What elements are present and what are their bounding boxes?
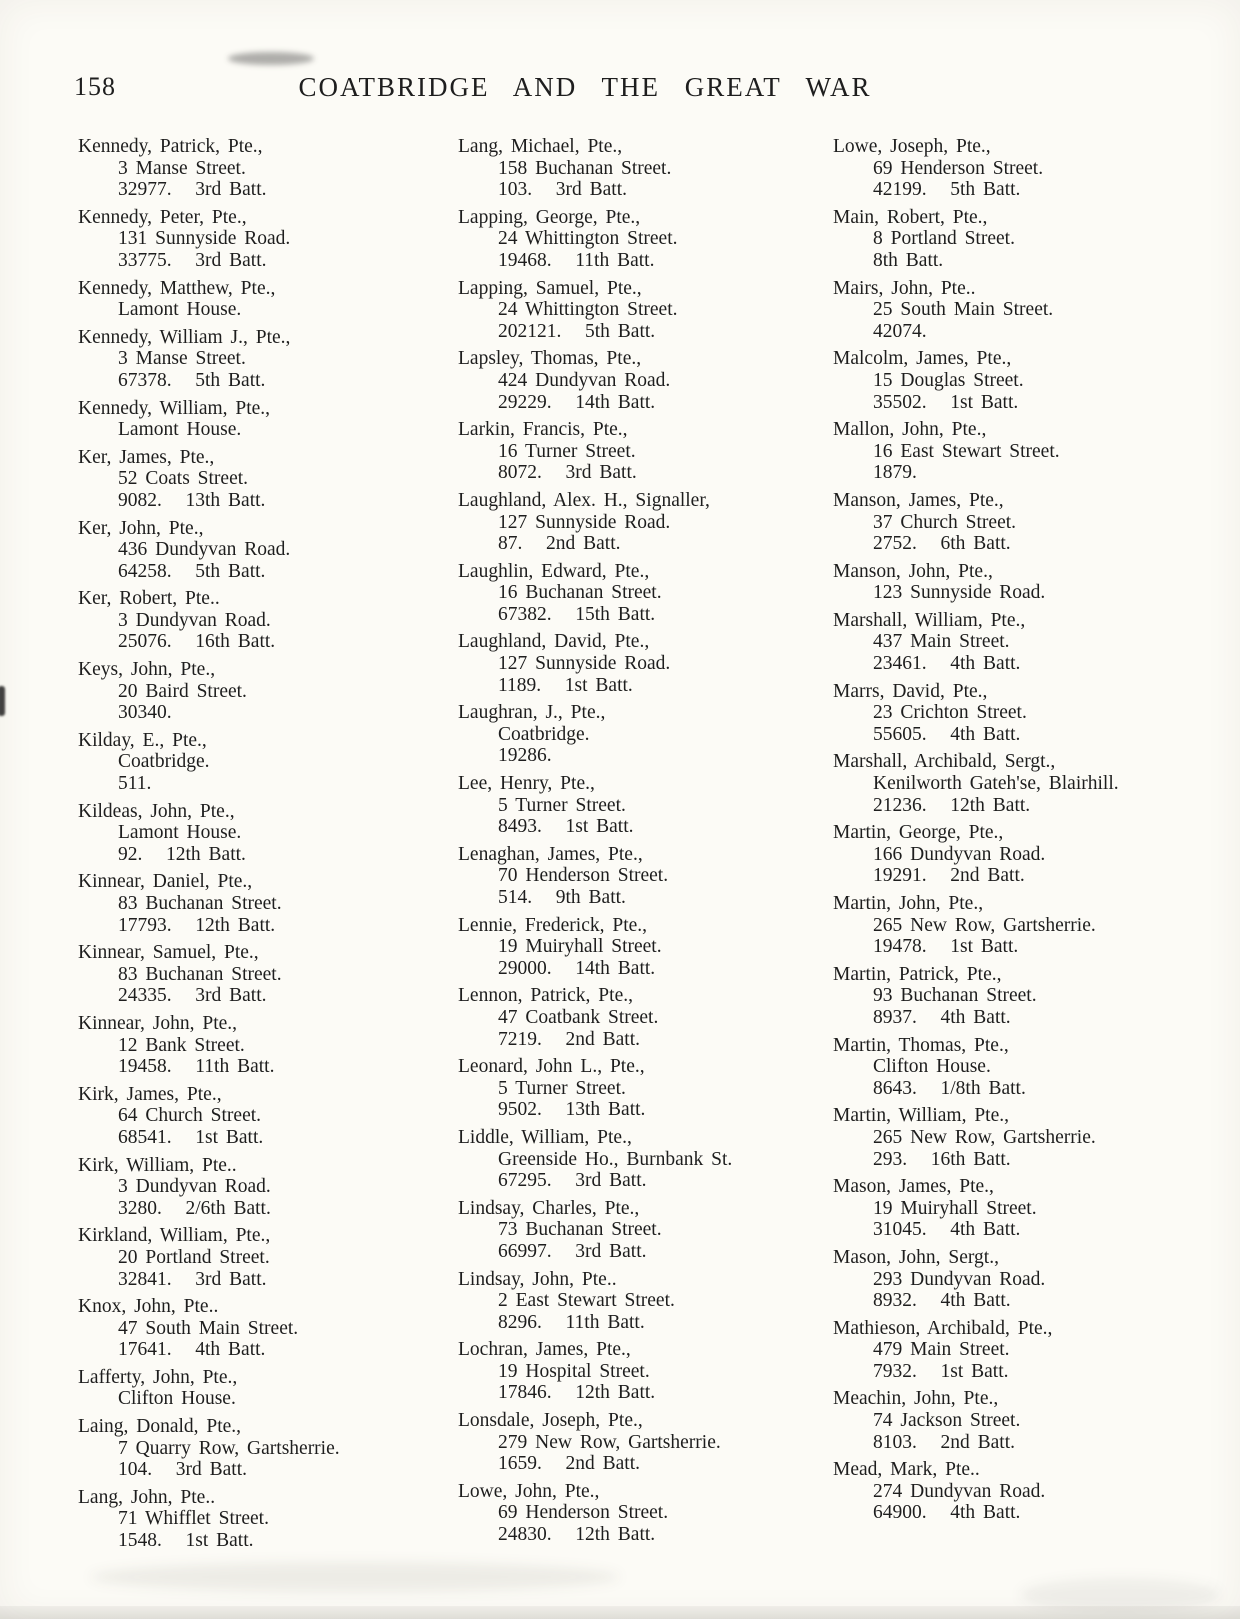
soldier-entry	[78, 730, 450, 795]
soldier-detail-line: 511.	[118, 773, 152, 795]
soldier-entry	[833, 278, 1228, 343]
soldier-entry	[78, 1013, 450, 1078]
soldier-entry	[458, 207, 830, 272]
soldier-entry	[833, 490, 1228, 555]
soldier-detail-line: 47 South Main Street.	[118, 1317, 299, 1339]
soldier-name: Kennedy, William, Pte.,	[78, 397, 271, 419]
soldier-detail-line: 7932. 1st Batt.	[873, 1360, 1009, 1382]
soldier-detail-line: 66997. 3rd Batt.	[498, 1240, 647, 1262]
soldier-detail-line: 104. 3rd Batt.	[118, 1459, 247, 1481]
soldier-detail-line: 25 South Main Street.	[873, 299, 1054, 321]
soldier-name: Marshall, Archibald, Sergt.,	[833, 751, 1056, 773]
soldier-entry	[833, 822, 1228, 887]
soldier-name: Kennedy, Peter, Pte.,	[78, 206, 247, 228]
soldier-detail-line: 20 Baird Street.	[118, 680, 247, 702]
scan-smudge	[90, 1562, 620, 1592]
soldier-detail-line: 3 Dundyvan Road.	[118, 1176, 271, 1198]
soldier-detail-line: 293 Dundyvan Road.	[873, 1268, 1046, 1290]
soldier-detail-line: 3 Manse Street.	[118, 157, 246, 179]
soldier-name: Kinnear, John, Pte.,	[78, 1012, 238, 1034]
soldier-entry	[833, 1247, 1228, 1312]
soldier-name: Martin, Patrick, Pte.,	[833, 963, 1002, 985]
scan-edge-shadow	[0, 1606, 1240, 1619]
soldier-entry	[458, 915, 830, 980]
soldier-entry	[458, 702, 830, 767]
soldier-name: Lindsay, Charles, Pte.,	[458, 1197, 640, 1219]
soldier-entry	[78, 942, 450, 1007]
soldier-name: Mason, John, Sergt.,	[833, 1246, 999, 1268]
soldier-detail-line: 16 East Stewart Street.	[873, 440, 1060, 462]
soldier-entry	[458, 1198, 830, 1263]
soldier-detail-line: 42074.	[873, 320, 927, 342]
soldier-entry	[78, 1155, 450, 1220]
soldier-entry	[458, 1127, 830, 1192]
soldier-name: Lee, Henry, Pte.,	[458, 773, 595, 795]
soldier-entry	[458, 985, 830, 1050]
soldier-detail-line: 9082. 13th Batt.	[118, 489, 266, 511]
soldier-name: Laughland, David, Pte.,	[458, 631, 650, 653]
soldier-name: Ker, Robert, Pte..	[78, 588, 220, 610]
soldier-detail-line: 55605. 4th Batt.	[873, 723, 1021, 745]
soldier-entry	[833, 136, 1228, 201]
soldier-detail-line: 19468. 11th Batt.	[498, 249, 655, 271]
soldier-detail-line: 3 Dundyvan Road.	[118, 609, 271, 631]
soldier-detail-line: 2 East Stewart Street.	[498, 1290, 675, 1312]
soldier-detail-line: 103. 3rd Batt.	[498, 179, 627, 201]
soldier-entry	[458, 419, 830, 484]
soldier-detail-line: 8932. 4th Batt.	[873, 1290, 1011, 1312]
soldier-name: Martin, George, Pte.,	[833, 822, 1004, 844]
soldier-detail-line: 69 Henderson Street.	[498, 1502, 669, 1524]
soldier-detail-line: 7219. 2nd Batt.	[498, 1028, 640, 1050]
soldier-name: Lang, Michael, Pte.,	[458, 136, 623, 157]
soldier-detail-line: 1879.	[873, 462, 917, 484]
soldier-detail-line: Clifton House.	[873, 1056, 991, 1078]
soldier-detail-line: Lamont House.	[118, 299, 242, 321]
soldier-detail-line: Coatbridge.	[498, 723, 590, 745]
soldier-entry	[833, 893, 1228, 958]
soldier-detail-line: 424 Dundyvan Road.	[498, 369, 671, 391]
soldier-name: Knox, John, Pte..	[78, 1296, 219, 1318]
soldier-entry	[458, 136, 830, 201]
soldier-detail-line: 166 Dundyvan Road.	[873, 843, 1046, 865]
soldier-detail-line: 17641. 4th Batt.	[118, 1339, 266, 1361]
soldier-name: Meachin, John, Pte.,	[833, 1388, 999, 1410]
soldier-name: Laughlin, Edward, Pte.,	[458, 560, 650, 582]
soldier-name: Kinnear, Samuel, Pte.,	[78, 942, 259, 964]
soldier-name: Lennon, Patrick, Pte.,	[458, 985, 633, 1007]
soldier-detail-line: 19291. 2nd Batt.	[873, 865, 1025, 887]
soldier-detail-line: 68541. 1st Batt.	[118, 1126, 264, 1148]
soldier-name: Mallon, John, Pte.,	[833, 419, 987, 441]
soldier-entry	[78, 1487, 450, 1552]
soldier-entry	[78, 136, 450, 201]
soldier-detail-line: 158 Buchanan Street.	[498, 157, 672, 179]
soldier-detail-line: 19458. 11th Batt.	[118, 1056, 275, 1078]
soldier-entry	[78, 871, 450, 936]
soldier-detail-line: 19478. 1st Batt.	[873, 936, 1019, 958]
soldier-detail-line: 17846. 12th Batt.	[498, 1382, 656, 1404]
soldier-detail-line: 30340.	[118, 702, 172, 724]
soldier-entry	[458, 844, 830, 909]
roll-column-2	[458, 136, 830, 1552]
soldier-detail-line: 29000. 14th Batt.	[498, 957, 656, 979]
soldier-name: Manson, John, Pte.,	[833, 560, 993, 582]
soldier-name: Lonsdale, Joseph, Pte.,	[458, 1410, 643, 1432]
soldier-entry	[833, 964, 1228, 1029]
soldier-name: Laughran, J., Pte.,	[458, 702, 606, 724]
soldier-entry	[458, 1269, 830, 1334]
soldier-detail-line: Lamont House.	[118, 419, 242, 441]
soldier-name: Kirk, James, Pte.,	[78, 1083, 222, 1105]
soldier-name: Lafferty, John, Pte.,	[78, 1366, 238, 1388]
soldier-entry	[833, 1388, 1228, 1453]
soldier-detail-line: 24 Whittington Street.	[498, 299, 678, 321]
soldier-detail-line: 33775. 3rd Batt.	[118, 249, 267, 271]
soldier-name: Lang, John, Pte..	[78, 1486, 216, 1508]
soldier-entry	[458, 631, 830, 696]
soldier-detail-line: 1189. 1st Batt.	[498, 674, 633, 696]
soldier-name: Kinnear, Daniel, Pte.,	[78, 871, 253, 893]
soldier-detail-line: 52 Coats Street.	[118, 468, 249, 490]
soldier-detail-line: 15 Douglas Street.	[873, 369, 1024, 391]
soldier-name: Leonard, John L., Pte.,	[458, 1056, 645, 1078]
soldier-detail-line: 92. 12th Batt.	[118, 843, 246, 865]
soldier-detail-line: 19 Hospital Street.	[498, 1360, 650, 1382]
soldier-detail-line: 3280. 2/6th Batt.	[118, 1197, 271, 1219]
soldier-entry	[78, 278, 450, 321]
soldier-detail-line: 8th Batt.	[873, 249, 944, 271]
soldier-entry	[78, 801, 450, 866]
soldier-detail-line: 123 Sunnyside Road.	[873, 582, 1046, 604]
soldier-detail-line: 64900. 4th Batt.	[873, 1502, 1021, 1524]
soldier-detail-line: 74 Jackson Street.	[873, 1410, 1021, 1432]
soldier-detail-line: 29229. 14th Batt.	[498, 391, 656, 413]
soldier-name: Keys, John, Pte.,	[78, 659, 216, 681]
soldier-detail-line: 47 Coatbank Street.	[498, 1006, 659, 1028]
soldier-detail-line: 70 Henderson Street.	[498, 865, 669, 887]
soldier-detail-line: Coatbridge.	[118, 751, 210, 773]
soldier-entry	[833, 348, 1228, 413]
soldier-detail-line: 9502. 13th Batt.	[498, 1099, 646, 1121]
soldier-name: Lowe, Joseph, Pte.,	[833, 136, 991, 157]
soldier-entry	[833, 1035, 1228, 1100]
soldier-detail-line: 437 Main Street.	[873, 631, 1010, 653]
soldier-detail-line: 8493. 1st Batt.	[498, 816, 634, 838]
soldier-entry	[833, 1176, 1228, 1241]
soldier-entry	[78, 398, 450, 441]
scan-smudge	[228, 52, 314, 65]
soldier-name: Main, Robert, Pte.,	[833, 206, 988, 228]
soldier-detail-line: 64 Church Street.	[118, 1105, 262, 1127]
soldier-detail-line: 8072. 3rd Batt.	[498, 462, 637, 484]
soldier-detail-line: 12 Bank Street.	[118, 1034, 245, 1056]
soldier-detail-line: 274 Dundyvan Road.	[873, 1480, 1046, 1502]
roll-column-1	[78, 136, 450, 1558]
soldier-detail-line: 23 Crichton Street.	[873, 702, 1027, 724]
soldier-entry	[458, 348, 830, 413]
soldier-name: Laughland, Alex. H., Signaller,	[458, 489, 710, 511]
soldier-name: Martin, William, Pte.,	[833, 1105, 1010, 1127]
soldier-detail-line: 20 Portland Street.	[118, 1246, 270, 1268]
soldier-detail-line: 32977. 3rd Batt.	[118, 179, 267, 201]
soldier-detail-line: 73 Buchanan Street.	[498, 1219, 662, 1241]
soldier-name: Mead, Mark, Pte..	[833, 1459, 980, 1481]
soldier-detail-line: 8296. 11th Batt.	[498, 1311, 645, 1333]
soldier-name: Lapping, George, Pte.,	[458, 206, 641, 228]
soldier-detail-line: 24 Whittington Street.	[498, 228, 678, 250]
soldier-detail-line: 69 Henderson Street.	[873, 157, 1044, 179]
soldier-entry	[833, 1105, 1228, 1170]
soldier-detail-line: 279 New Row, Gartsherrie.	[498, 1431, 721, 1453]
soldier-name: Ker, John, Pte.,	[78, 517, 204, 539]
soldier-name: Mathieson, Archibald, Pte.,	[833, 1317, 1053, 1339]
soldier-detail-line: 67382. 15th Batt.	[498, 603, 656, 625]
soldier-name: Laing, Donald, Pte.,	[78, 1416, 242, 1438]
scan-smudge	[1020, 1578, 1220, 1612]
soldier-detail-line: 514. 9th Batt.	[498, 887, 626, 908]
soldier-detail-line: 3 Manse Street.	[118, 348, 246, 370]
soldier-entry	[458, 1339, 830, 1404]
soldier-name: Kilday, E., Pte.,	[78, 729, 207, 751]
soldier-name: Lochran, James, Pte.,	[458, 1339, 631, 1361]
soldier-name: Malcolm, James, Pte.,	[833, 348, 1012, 370]
soldier-detail-line: 293. 16th Batt.	[873, 1148, 1011, 1170]
soldier-entry	[833, 751, 1228, 816]
soldier-entry	[78, 518, 450, 583]
soldier-detail-line: 16 Turner Street.	[498, 440, 636, 462]
soldier-name: Mairs, John, Pte..	[833, 277, 976, 299]
soldier-detail-line: 436 Dundyvan Road.	[118, 539, 291, 561]
soldier-detail-line: Kenilworth Gateh'se, Blairhill.	[873, 773, 1119, 795]
soldier-detail-line: Lamont House.	[118, 822, 242, 844]
soldier-entry	[78, 1296, 450, 1361]
soldier-name: Kennedy, Patrick, Pte.,	[78, 136, 263, 157]
soldier-detail-line: 71 Whifflet Street.	[118, 1508, 269, 1530]
soldier-detail-line: 16 Buchanan Street.	[498, 582, 662, 604]
soldier-name: Mason, James, Pte.,	[833, 1176, 994, 1198]
soldier-entry	[458, 278, 830, 343]
soldier-name: Martin, John, Pte.,	[833, 893, 984, 914]
soldier-detail-line: 1659. 2nd Batt.	[498, 1453, 640, 1475]
soldier-name: Lindsay, John, Pte..	[458, 1268, 617, 1290]
soldier-name: Martin, Thomas, Pte.,	[833, 1034, 1009, 1056]
soldier-entry	[833, 610, 1228, 675]
soldier-detail-line: 8103. 2nd Batt.	[873, 1431, 1015, 1453]
soldier-name: Lowe, John, Pte.,	[458, 1480, 600, 1502]
soldier-entry	[458, 1056, 830, 1121]
soldier-name: Lennie, Frederick, Pte.,	[458, 914, 648, 936]
soldier-entry	[78, 327, 450, 392]
soldier-detail-line: Clifton House.	[118, 1388, 236, 1410]
soldier-name: Lenaghan, James, Pte.,	[458, 843, 643, 865]
soldier-entry	[833, 1459, 1228, 1524]
page-title: COATBRIDGE AND THE GREAT WAR	[298, 72, 872, 102]
soldier-detail-line: 479 Main Street.	[873, 1339, 1010, 1361]
soldier-name: Marrs, David, Pte.,	[833, 680, 988, 702]
soldier-name: Ker, James, Pte.,	[78, 446, 215, 468]
soldier-detail-line: Greenside Ho., Burnbank St.	[498, 1148, 733, 1170]
soldier-detail-line: 24335. 3rd Batt.	[118, 985, 267, 1007]
soldier-detail-line: 8937. 4th Batt.	[873, 1006, 1011, 1028]
roll-column-3	[833, 136, 1228, 1530]
soldier-entry	[458, 1481, 830, 1546]
soldier-detail-line: 64258. 5th Batt.	[118, 560, 266, 582]
soldier-entry	[833, 1318, 1228, 1383]
soldier-entry	[78, 447, 450, 512]
soldier-name: Marshall, William, Pte.,	[833, 609, 1026, 631]
soldier-detail-line: 8 Portland Street.	[873, 228, 1015, 250]
soldier-name: Kennedy, William J., Pte.,	[78, 326, 291, 348]
soldier-detail-line: 24830. 12th Batt.	[498, 1524, 656, 1546]
soldier-detail-line: 23461. 4th Batt.	[873, 653, 1021, 675]
soldier-detail-line: 83 Buchanan Street.	[118, 963, 282, 985]
soldier-detail-line: 93 Buchanan Street.	[873, 985, 1037, 1007]
soldier-entry	[833, 681, 1228, 746]
soldier-detail-line: 67295. 3rd Batt.	[498, 1170, 647, 1192]
soldier-name: Manson, James, Pte.,	[833, 489, 1004, 511]
soldier-entry	[78, 1416, 450, 1481]
soldier-name: Kennedy, Matthew, Pte.,	[78, 277, 276, 299]
soldier-name: Larkin, Francis, Pte.,	[458, 419, 628, 441]
soldier-entry	[833, 561, 1228, 604]
soldier-detail-line: 31045. 4th Batt.	[873, 1219, 1021, 1241]
soldier-entry	[78, 1367, 450, 1410]
soldier-detail-line: 5 Turner Street.	[498, 1077, 626, 1099]
soldier-detail-line: 19 Muiryhall Street.	[498, 936, 662, 958]
soldier-detail-line: 19 Muiryhall Street.	[873, 1197, 1037, 1219]
soldier-entry	[78, 659, 450, 724]
soldier-name: Liddle, William, Pte.,	[458, 1126, 632, 1148]
soldier-detail-line: 21236. 12th Batt.	[873, 794, 1031, 816]
page-number: 158	[74, 72, 116, 101]
soldier-name: Kirkland, William, Pte.,	[78, 1225, 271, 1247]
soldier-detail-line: 25076. 16th Batt.	[118, 631, 276, 653]
soldier-entry	[78, 207, 450, 272]
soldier-detail-line: 83 Buchanan Street.	[118, 893, 282, 914]
soldier-entry	[78, 1084, 450, 1149]
soldier-detail-line: 7 Quarry Row, Gartsherrie.	[118, 1437, 340, 1459]
soldier-entry	[833, 419, 1228, 484]
soldier-detail-line: 202121. 5th Batt.	[498, 320, 656, 342]
soldier-detail-line: 19286.	[498, 745, 552, 767]
soldier-detail-line: 265 New Row, Gartsherrie.	[873, 1126, 1096, 1148]
soldier-detail-line: 67378. 5th Batt.	[118, 369, 266, 391]
soldier-entry	[833, 207, 1228, 272]
soldier-entry	[458, 1410, 830, 1475]
soldier-detail-line: 5 Turner Street.	[498, 794, 626, 816]
soldier-detail-line: 1548. 1st Batt.	[118, 1530, 254, 1552]
soldier-entry	[78, 1225, 450, 1290]
soldier-entry	[458, 773, 830, 838]
soldier-detail-line: 127 Sunnyside Road.	[498, 653, 671, 675]
soldier-detail-line: 8643. 1/8th Batt.	[873, 1077, 1026, 1099]
soldier-name: Lapping, Samuel, Pte.,	[458, 277, 642, 299]
soldier-detail-line: 32841. 3rd Batt.	[118, 1268, 267, 1290]
soldier-detail-line: 37 Church Street.	[873, 511, 1017, 533]
soldier-name: Kirk, William, Pte..	[78, 1154, 237, 1176]
scan-edge-mark	[0, 686, 5, 716]
soldier-detail-line: 265 New Row, Gartsherrie.	[873, 914, 1096, 936]
soldier-detail-line: 35502. 1st Batt.	[873, 391, 1019, 413]
soldier-detail-line: 87. 2nd Batt.	[498, 533, 621, 555]
soldier-detail-line: 2752. 6th Batt.	[873, 533, 1011, 555]
soldier-detail-line: 42199. 5th Batt.	[873, 179, 1021, 201]
soldier-detail-line: 127 Sunnyside Road.	[498, 511, 671, 533]
soldier-detail-line: 131 Sunnyside Road.	[118, 228, 291, 250]
soldier-entry	[78, 588, 450, 653]
soldier-detail-line: 17793. 12th Batt.	[118, 914, 276, 936]
soldier-entry	[458, 561, 830, 626]
soldier-entry	[458, 490, 830, 555]
soldier-name: Kildeas, John, Pte.,	[78, 800, 235, 822]
soldier-name: Lapsley, Thomas, Pte.,	[458, 348, 642, 370]
